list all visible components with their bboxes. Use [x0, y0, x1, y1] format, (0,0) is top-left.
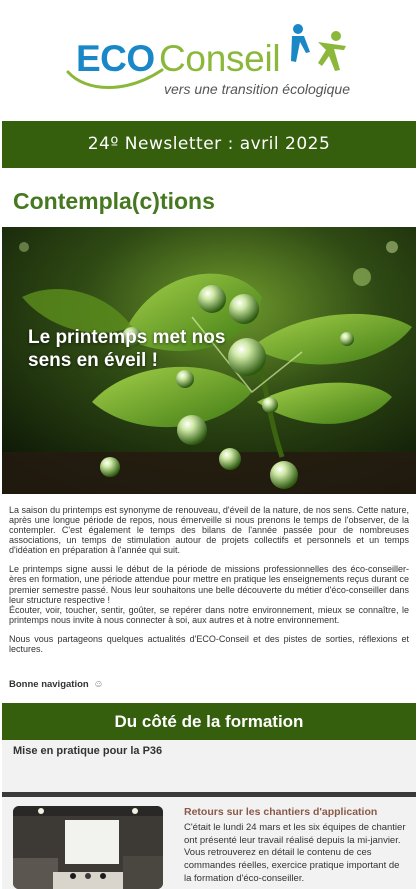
logo-tagline: vers une transition écologique	[164, 81, 351, 97]
newsletter-banner: 24º Newsletter : avril 2025	[2, 121, 416, 168]
section-heading-formation: Du côté de la formation	[2, 703, 416, 740]
smiley-icon: ☺	[93, 679, 104, 690]
card-title[interactable]: Retours sur les chantiers d'application	[184, 806, 378, 818]
intro-paragraph: Écouter, voir, toucher, sentir, goûter, se repérer dans notre environnement, mieux se connaître, le printemps nous invite à nous connecter à soi, aux autres et à notre environnement.	[9, 604, 409, 625]
logo-eco-text: ECO	[76, 38, 155, 79]
logo-figures-icon	[288, 22, 350, 78]
section-subtitle: Mise en pratique pour la P36	[13, 745, 163, 757]
intro-paragraph: Le printemps signe aussi le début de la période de missions professionnelles des éco-conseiller-ères en formation, une période attendue pour mettre en pratique les enseignements reçus durant ce premier semestre passé. Nous leur souhaitons une belle découverte du métier d'éco-conseiller dans leur structure respective !	[9, 564, 409, 605]
closing-line	[9, 679, 104, 690]
presentation-room-image	[13, 806, 163, 889]
logo-conseil-text: Conseil	[159, 38, 281, 79]
card-text: C'était le lundi 24 mars et les six équipes de chantier ont présenté leur travail réalisé depuis la mi-janvier. Vous retrouverez en détail le contenu de ces commandes réelles, exercice pratique important de la formation d'éco-conseiller.	[184, 822, 406, 884]
intro-text	[9, 505, 409, 663]
chantiers-photo[interactable]	[13, 806, 163, 889]
header	[0, 0, 418, 120]
intro-paragraph: Nous vous partageons quelques actualités d'ECO-Conseil et des pistes de sorties, réflexions et lectures.	[9, 633, 409, 654]
hero-overlay-text: Le printemps met nos sens en éveil !	[28, 327, 226, 371]
closing-text: Bonne navigation	[9, 679, 89, 690]
hero-image	[2, 227, 416, 494]
intro-paragraph: La saison du printemps est synonyme de renouveau, d'éveil de la nature, de nos sens. Cette nature, après une longue période de repos, nous émerveille si nous prenons le temps de l'observer, de la contempler. C'est également le temps des bilans de l'année passée pour de nombreuses associations, un temps de stimulation autour de projets collectifs et personnels et un temps d'idéation en préparation à l'année qui suit.	[9, 505, 409, 556]
page-title: Contempla(c)tions	[13, 188, 215, 214]
